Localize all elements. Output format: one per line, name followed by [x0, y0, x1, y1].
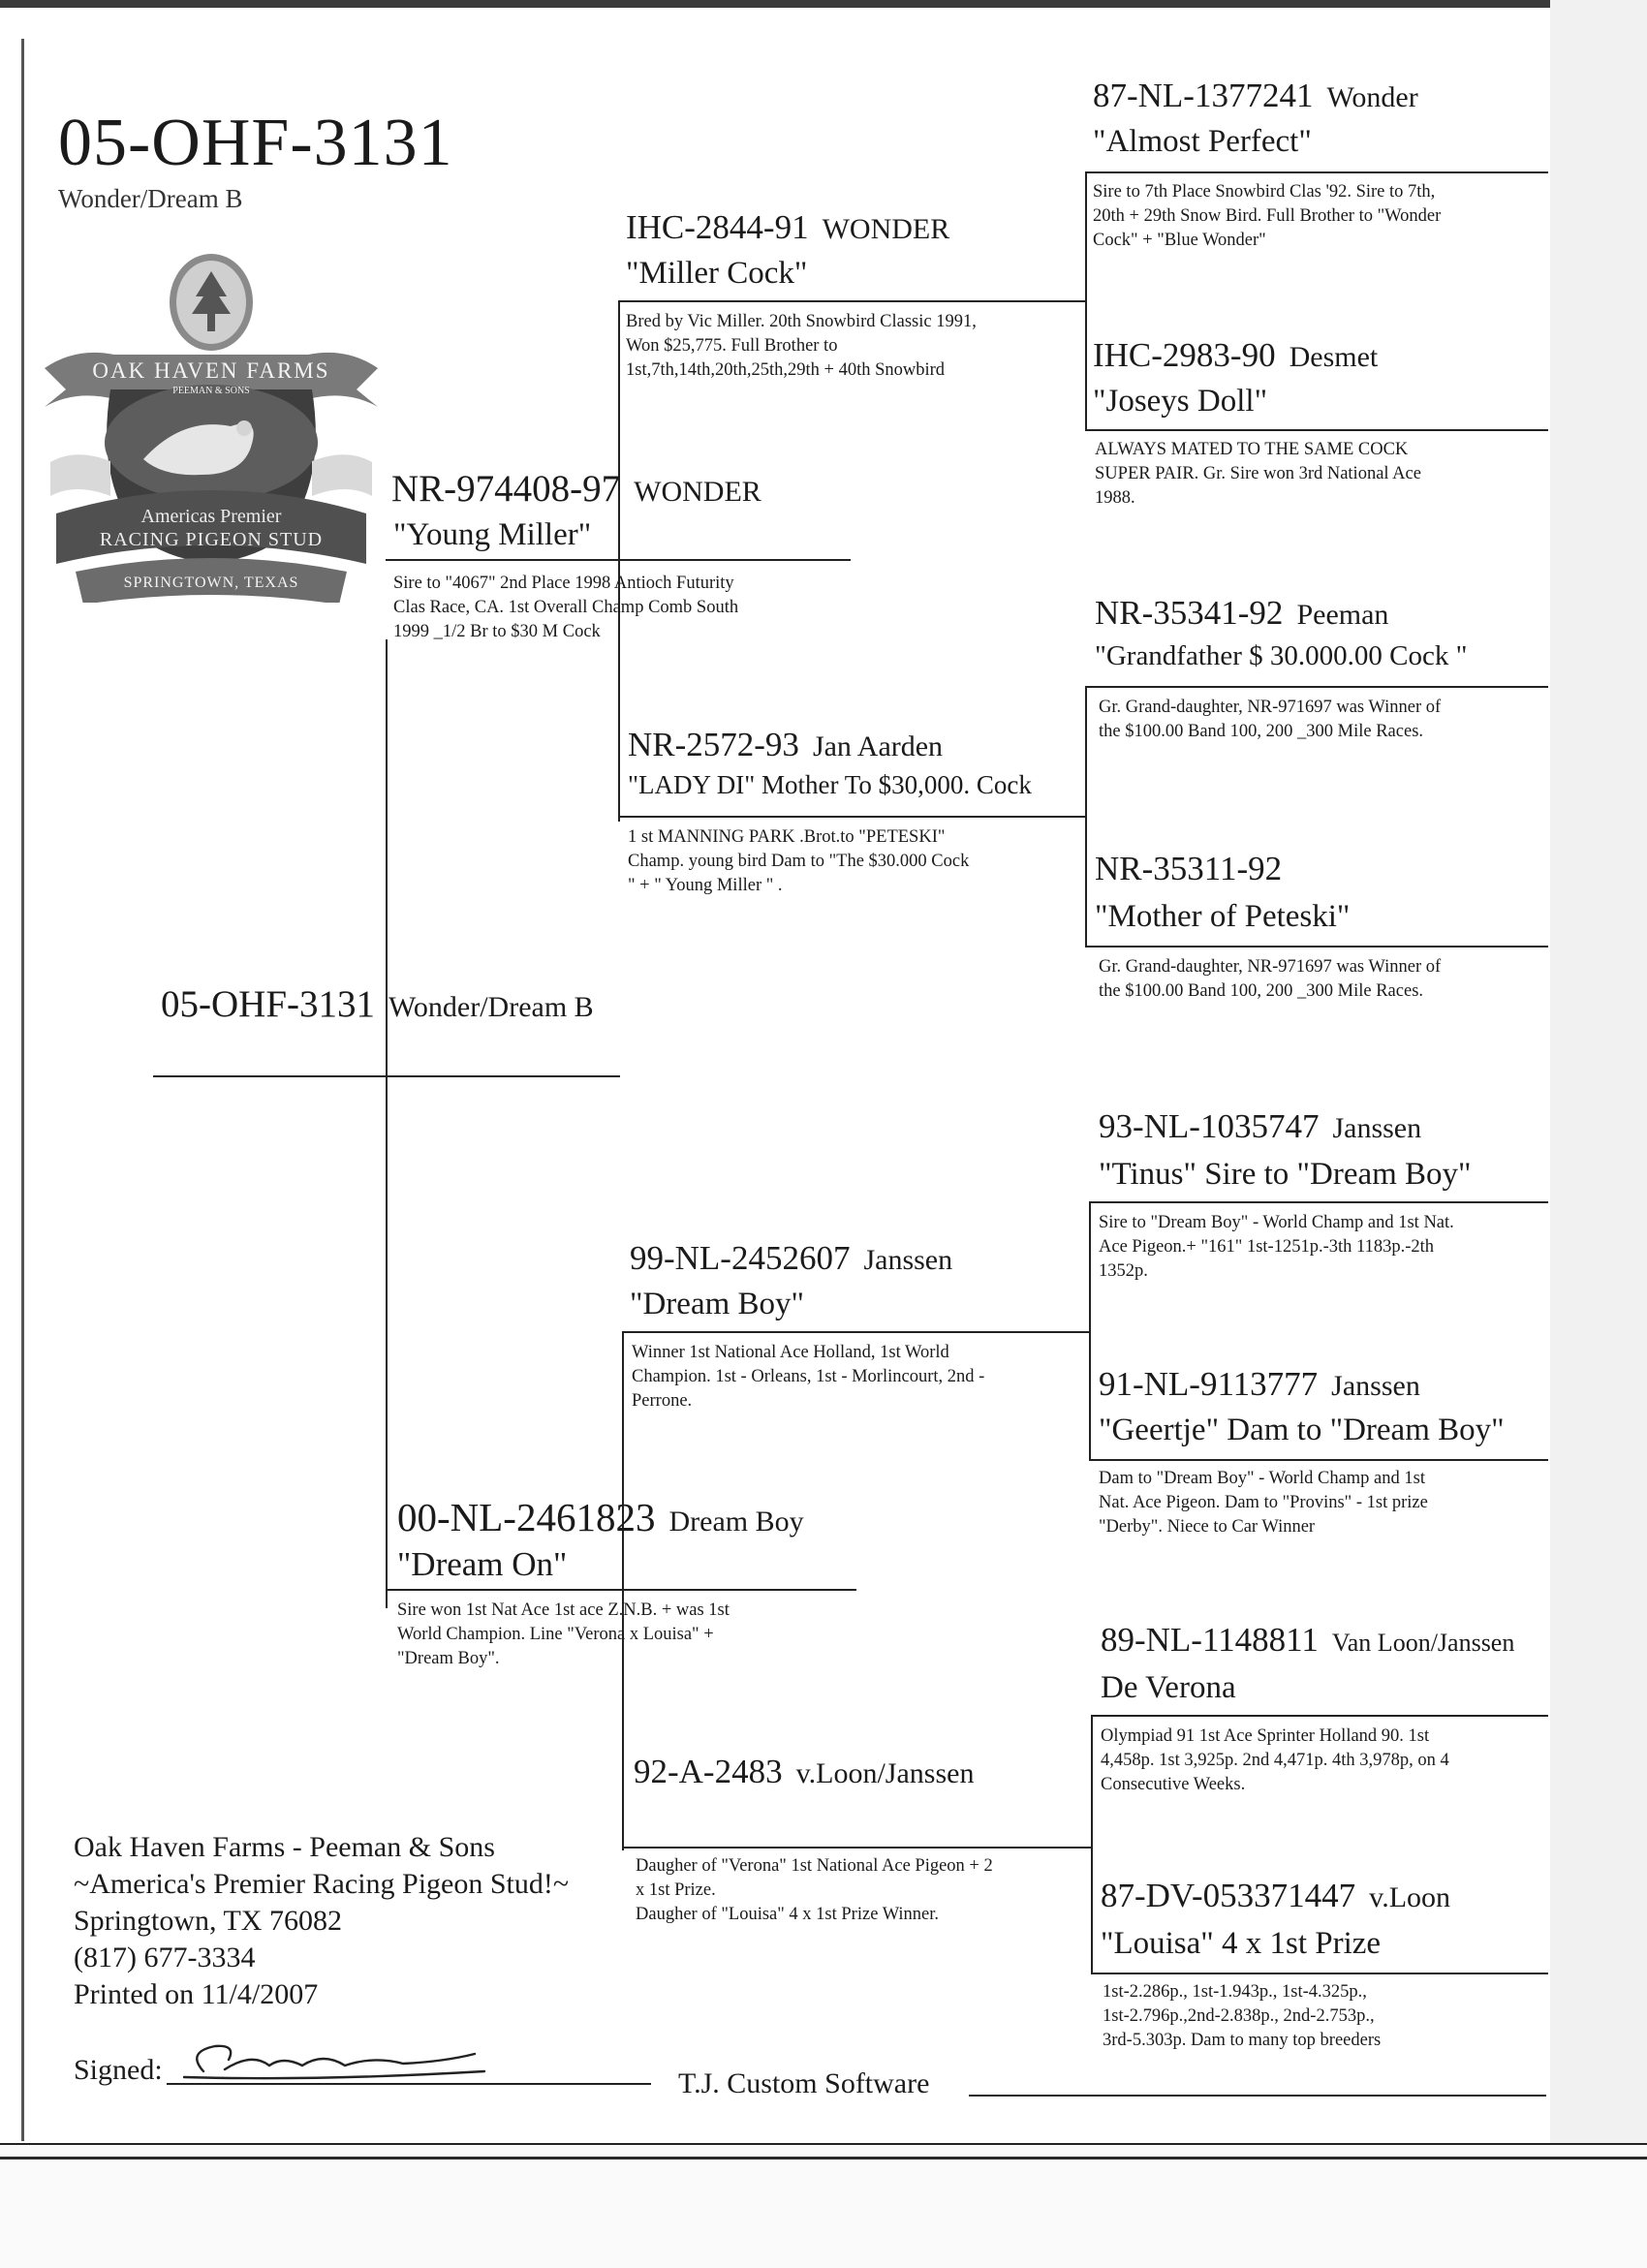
sire-sire-note: Bred by Vic Miller. 20th Snowbird Classic 1991, Won $25,775. Full Brother to 1st,7th,14th,20th,25th,29th + 40th Snowbird [626, 312, 977, 380]
dam-entry [397, 1496, 804, 1539]
ggp-8-entry [1101, 1878, 1450, 1915]
ggp-4-name: "Mother of Peteski" [1095, 899, 1351, 934]
dam-note: Sire won 1st Nat Ace 1st ace Z.N.B. + was 1st World Champion. Line "Verona x Louisa" + "Dream Boy". [397, 1600, 730, 1668]
ggp-2-name: "Joseys Doll" [1093, 384, 1268, 419]
ggp-8-strain: v.Loon [1369, 1881, 1451, 1913]
ggp-line-8 [1091, 1973, 1548, 1974]
sire-note: Sire to "4067" 2nd Place 1998 Antioch Futurity Clas Race, CA. 1st Overall Champ Comb South 1999 _1/2 Br to $30 M Cock [393, 574, 739, 641]
connector-dam-v [622, 1333, 624, 1850]
sire-name: "Young Miller" [393, 517, 592, 552]
sire-dam-ring: NR-2572-93 [628, 726, 799, 763]
connector-dam-h [386, 1589, 856, 1591]
sire-ring: NR-974408-97 [391, 468, 621, 510]
subject-entry [161, 984, 594, 1026]
dam-sire-note: Winner 1st National Ace Holland, 1st World Champion. 1st - Orleans, 1st - Morlincourt, 2nd - Perrone. [632, 1343, 985, 1411]
sire-dam-name: "LADY DI" Mother To $30,000. Cock [628, 770, 1032, 799]
connector-ds-h [622, 1331, 1089, 1333]
ggp-1-note: Sire to 7th Place Snowbird Clas '92. Sire to 7th, 20th + 29th Snow Bird. Full Brother to "Wonder Cock" + "Blue Wonder" [1093, 182, 1442, 250]
dam-sire-entry [630, 1240, 952, 1278]
ggp-5-entry [1099, 1108, 1421, 1146]
ggp-3-ring: NR-35341-92 [1095, 594, 1284, 632]
sire-dam-strain: Jan Aarden [812, 730, 944, 762]
signed-label: Signed: [74, 2054, 163, 2086]
ggp-7-entry [1101, 1622, 1514, 1660]
ggp-line-6 [1089, 1459, 1548, 1461]
dam-name: "Dream On" [397, 1545, 568, 1583]
connector-ds-v [1089, 1201, 1091, 1461]
breeder-contact [74, 1829, 569, 2013]
ggp-6-name: "Geertje" Dam to "Dream Boy" [1099, 1413, 1505, 1447]
subject-ring: 05-OHF-3131 [161, 983, 375, 1025]
ggp-7-name: De Verona [1101, 1670, 1236, 1705]
dam-sire-name: "Dream Boy" [630, 1287, 804, 1321]
footer-line-5: Printed on 11/4/2007 [74, 1978, 319, 2010]
page-title: 05-OHF-3131 [58, 106, 453, 180]
sire-sire-name: "Miller Cock" [626, 256, 808, 291]
logo-small-text: PEEMAN & SONS [172, 386, 250, 396]
ggp-1-strain: Wonder [1326, 81, 1418, 113]
ggp-2-ring: IHC-2983-90 [1093, 336, 1276, 374]
ggp-line-1 [1085, 171, 1548, 173]
ggp-1-entry [1093, 78, 1418, 115]
ggp-5-strain: Janssen [1332, 1112, 1422, 1144]
footer-line-3: Springtown, TX 76082 [74, 1905, 342, 1937]
ggp-3-name: "Grandfather $ 30.000.00 Cock " [1095, 640, 1468, 671]
footer-line-2: ~America's Premier Racing Pigeon Stud!~ [74, 1868, 570, 1900]
ggp-line-4 [1085, 946, 1548, 948]
sire-entry [391, 469, 761, 511]
connector-sd-h [618, 816, 1085, 818]
scan-edge-bottom [0, 2143, 1647, 2268]
page-subtitle: Wonder/Dream B [58, 184, 243, 213]
footer-line-1: Oak Haven Farms - Peeman & Sons [74, 1831, 495, 1863]
dam-sire-ring: 99-NL-2452607 [630, 1239, 851, 1277]
connector-dd-v [1091, 1715, 1093, 1974]
ggp-3-note: Gr. Grand-daughter, NR-971697 was Winner of the $100.00 Band 100, 200 _300 Mile Races. [1099, 698, 1442, 741]
ggp-7-ring: 89-NL-1148811 [1101, 1621, 1319, 1659]
ggp-4-entry [1095, 851, 1295, 888]
ggp-5-ring: 93-NL-1035747 [1099, 1107, 1320, 1145]
dam-ring: 00-NL-2461823 [397, 1495, 656, 1539]
oak-haven-logo [37, 254, 386, 603]
dam-dam-entry [634, 1754, 974, 1791]
scan-edge-left [21, 39, 24, 2141]
software-credit: T.J. Custom Software [678, 2067, 930, 2099]
ggp-5-note: Sire to "Dream Boy" - World Champ and 1st Nat. Ace Pigeon.+ "161" 1st-1251p.-3th 1183p.-2th 1352p. [1099, 1213, 1454, 1281]
software-line [969, 2095, 1546, 2097]
scan-edge-right [1550, 0, 1647, 2266]
connector-sd-v [1085, 686, 1087, 948]
logo-line2: RACING PIGEON STUD [99, 529, 324, 550]
ggp-6-strain: Janssen [1331, 1370, 1420, 1402]
ggp-8-ring: 87-DV-053371447 [1101, 1877, 1356, 1914]
signature-image [165, 2033, 494, 2091]
ggp-line-3 [1085, 686, 1548, 688]
dam-strain: Dream Boy [668, 1506, 804, 1538]
logo-location: SPRINGTOWN, TEXAS [123, 575, 299, 591]
ggp-6-ring: 91-NL-9113777 [1099, 1365, 1319, 1403]
connector-ss-h [618, 300, 1085, 302]
sire-sire-ring: IHC-2844-91 [626, 208, 809, 246]
ggp-2-strain: Desmet [1289, 341, 1379, 373]
ggp-1-name: "Almost Perfect" [1093, 124, 1312, 159]
ggp-6-note: Dam to "Dream Boy" - World Champ and 1st Nat. Ace Pigeon. Dam to "Provins" - 1st prize "Derby". Niece to Car Winner [1099, 1469, 1428, 1537]
dam-dam-strain: v.Loon/Janssen [795, 1757, 975, 1789]
ggp-7-strain: Van Loon/Janssen [1331, 1629, 1515, 1657]
ggp-3-entry [1095, 595, 1388, 633]
logo-line1: Americas Premier [140, 506, 282, 527]
connector-sire-v [618, 300, 620, 822]
signature-line [167, 2083, 651, 2085]
scan-dark-bottom [0, 2157, 1647, 2159]
ggp-7-note: Olympiad 91 1st Ace Sprinter Holland 90. 1st 4,458p. 1st 3,925p. 2nd 4,471p. 4th 3,978p, on 4 Consecutive Weeks. [1101, 1726, 1449, 1794]
sire-sire-strain: WONDER [822, 213, 950, 245]
dam-dam-note: Daugher of "Verona" 1st National Ace Pigeon + 2 x 1st Prize. Daugher of "Louisa" 4 x 1st Prize Winner. [636, 1856, 993, 1924]
connector-dd-h [622, 1847, 1091, 1849]
connector-ss-v [1085, 171, 1087, 431]
ggp-4-ring: NR-35311-92 [1095, 850, 1283, 887]
sire-strain: WONDER [634, 476, 761, 508]
ggp-3-strain: Peeman [1296, 599, 1389, 631]
logo-banner-text: OAK HAVEN FARMS [92, 358, 330, 383]
sire-dam-note: 1 st MANNING PARK .Brot.to "PETESKI" Champ. young bird Dam to "The $30.000 Cock " + " Young Miller " . [628, 827, 970, 895]
ggp-line-2 [1085, 429, 1548, 431]
ggp-2-note: ALWAYS MATED TO THE SAME COCK SUPER PAIR. Gr. Sire won 3rd National Ace 1988. [1095, 440, 1421, 508]
ggp-6-entry [1099, 1366, 1420, 1404]
ggp-8-name: "Louisa" 4 x 1st Prize [1101, 1926, 1382, 1961]
signature-scribble [165, 2033, 494, 2091]
ggp-4-note: Gr. Grand-daughter, NR-971697 was Winner of the $100.00 Band 100, 200 _300 Mile Races. [1099, 957, 1442, 1001]
ggp-8-note: 1st-2.286p., 1st-1.943p., 1st-4.325p., 1st-2.796p.,2nd-2.838p., 2nd-2.753p., 3rd-5.303p. Dam to many top breeders [1103, 1982, 1382, 2050]
ggp-2-entry [1093, 337, 1378, 375]
ggp-line-7 [1091, 1715, 1548, 1717]
sire-sire-entry [626, 209, 949, 247]
dam-dam-ring: 92-A-2483 [634, 1753, 783, 1790]
dam-sire-strain: Janssen [863, 1244, 953, 1276]
scan-edge-top [0, 0, 1647, 8]
ggp-1-ring: 87-NL-1377241 [1093, 77, 1314, 114]
ggp-line-5 [1089, 1201, 1548, 1203]
sire-dam-entry [628, 727, 943, 764]
subject-strain: Wonder/Dream B [388, 991, 594, 1023]
footer-line-4: (817) 677-3334 [74, 1942, 256, 1973]
connector-subject-v [386, 639, 388, 1608]
ggp-5-name: "Tinus" Sire to "Dream Boy" [1099, 1157, 1472, 1192]
